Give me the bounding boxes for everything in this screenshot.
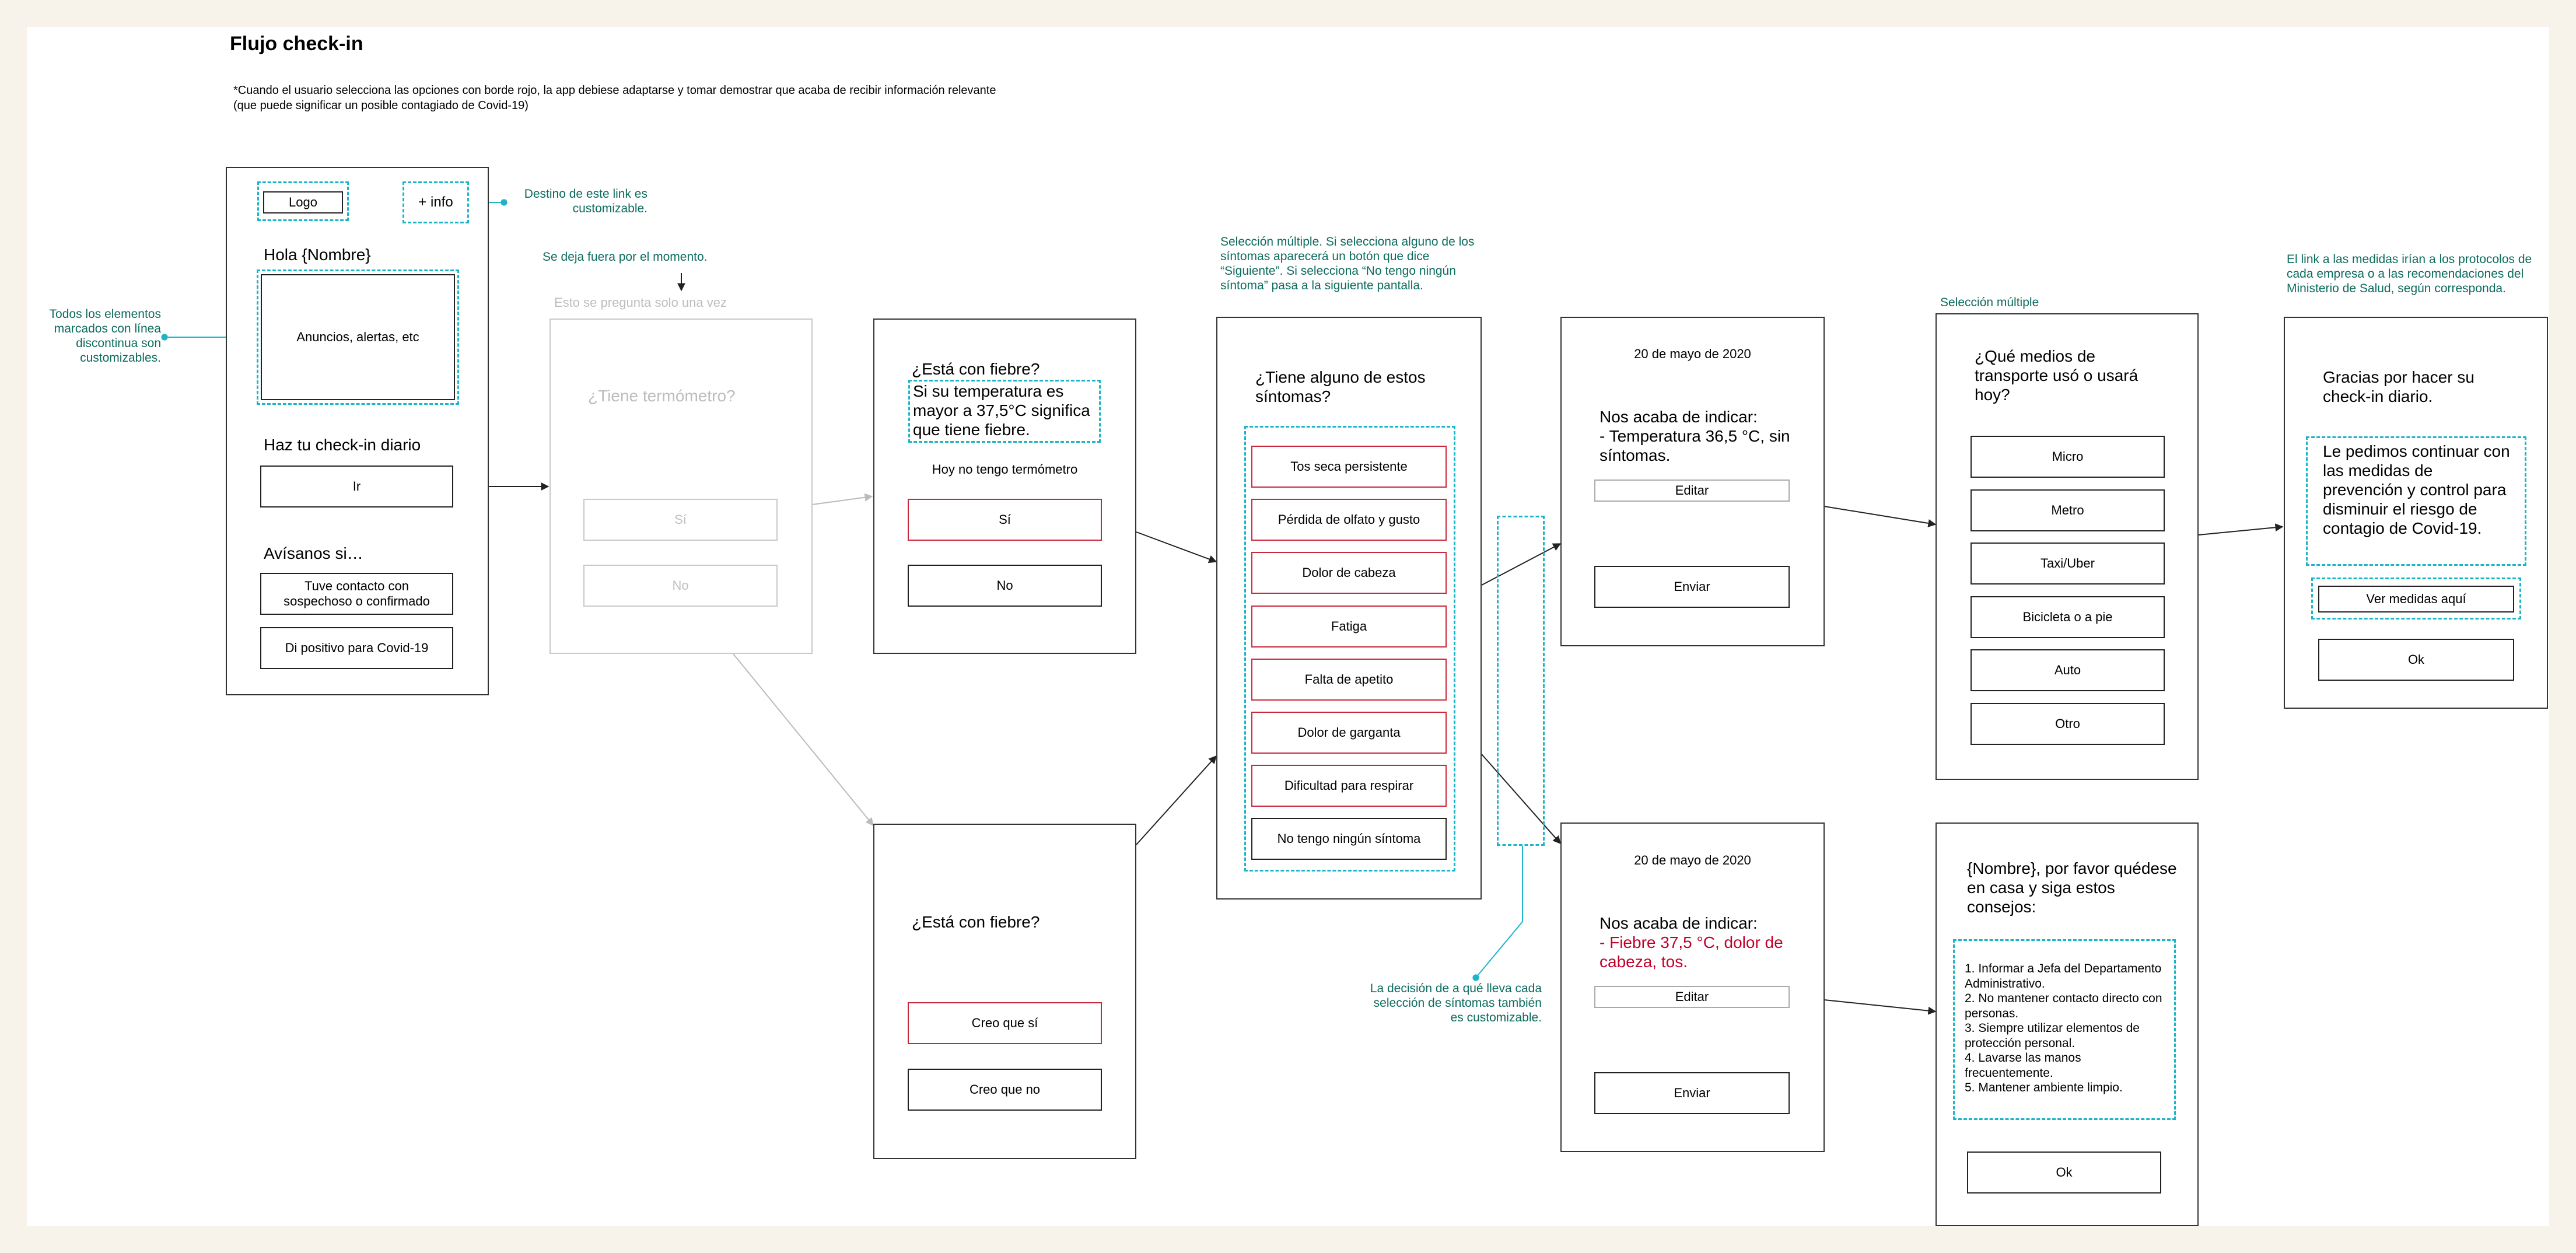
fever-hint: Si su temperatura es mayor a 37,5°C significa que tiene fiebre.	[913, 382, 1090, 439]
note-multi-select-symptoms: Selección múltiple. Si selecciona alguno de los síntomas aparecerá un botón que dice “Siguiente”. Si selecciona “No tengo ningún síntoma” pasa a la siguiente pantalla.	[1220, 235, 1475, 292]
fever-question: ¿Está con fiebre?	[912, 360, 1040, 378]
symptom-option[interactable]: Falta de apetito	[1251, 659, 1447, 701]
transport-option[interactable]: Metro	[1971, 489, 2165, 531]
summary-alert-edit-button[interactable]: Editar	[1594, 986, 1790, 1008]
transport-option[interactable]: Bicicleta o a pie	[1971, 596, 2165, 638]
stay-home-message: {Nombre}, por favor quédese en casa y siga estos consejos:	[1967, 859, 2177, 916]
think-yes-button[interactable]: Creo que sí	[908, 1002, 1102, 1044]
fever-no-button[interactable]: No	[908, 565, 1102, 607]
symptoms-question: ¿Tiene alguno de estos síntomas?	[1255, 368, 1426, 405]
thermometer-yes-button[interactable]: Sí	[583, 499, 778, 541]
summary-alert-intro: Nos acaba de indicar:	[1600, 914, 1758, 932]
think-no-button[interactable]: Creo que no	[908, 1069, 1102, 1111]
stay-home-ok-button[interactable]: Ok	[1967, 1152, 2161, 1194]
announcements-panel: Anuncios, alertas, etc	[261, 274, 455, 400]
summary-ok-date: 20 de mayo de 2020	[1634, 346, 1751, 361]
note-link-measures: El link a las medidas irían a los protocolos de cada empresa o a las recomendaciones del Ministerio de Salud, según corresponda.	[2287, 253, 2532, 295]
no-symptoms-button[interactable]: No tengo ningún síntoma	[1251, 818, 1447, 860]
thanks-message: Gracias por hacer su check-in diario.	[2323, 368, 2474, 405]
thanks-ok-button[interactable]: Ok	[2318, 639, 2514, 681]
greeting: Hola {Nombre}	[264, 246, 371, 264]
thermometer-question: ¿Tiene termómetro?	[588, 387, 736, 405]
arrow-fever-to-symptoms	[1136, 532, 1216, 562]
summary-alert-send-button[interactable]: Enviar	[1594, 1072, 1790, 1114]
note-decision-custom: La decisión de a qué lleva cada selección de síntomas también es customizable.	[1370, 982, 1542, 1024]
connector-decision-b	[1476, 922, 1522, 978]
go-button[interactable]: Ir	[260, 466, 453, 508]
symptom-option[interactable]: Fatiga	[1251, 606, 1447, 648]
symptom-option[interactable]: Pérdida de olfato y gusto	[1251, 499, 1447, 541]
symptom-option[interactable]: Dolor de garganta	[1251, 712, 1447, 754]
summary-ok-intro: Nos acaba de indicar:	[1600, 408, 1758, 426]
arrow-transport-to-thanks	[2199, 527, 2283, 535]
notify-heading: Avísanos si…	[264, 544, 363, 562]
intro-note: *Cuando el usuario selecciona las opciones con borde rojo, la app debiese adaptarse y tomar demostrar que acaba de recibir información relevante (que puede significar un posible contagiado de Covid-19)	[233, 84, 996, 112]
transport-question: ¿Qué medios de transporte usó o usará hoy?	[1975, 347, 2138, 404]
fever-yes-button[interactable]: Sí	[908, 499, 1102, 541]
summary-alert-detail: - Fiebre 37,5 °C, dolor de cabeza, tos.	[1600, 933, 1783, 971]
positive-button[interactable]: Di positivo para Covid-19	[260, 627, 453, 669]
transport-option[interactable]: Micro	[1971, 436, 2165, 478]
summary-alert-date: 20 de mayo de 2020	[1634, 853, 1751, 867]
symptom-option[interactable]: Dolor de cabeza	[1251, 552, 1447, 594]
no-thermometer-link[interactable]: Hoy no tengo termómetro	[932, 462, 1078, 477]
arrow-summary-to-transport	[1824, 506, 1936, 524]
summary-ok-detail: - Temperatura 36,5 °C, sin síntomas.	[1600, 427, 1790, 464]
note-multi-select-transport: Selección múltiple	[1940, 296, 2039, 309]
summary-ok-edit-button[interactable]: Editar	[1594, 480, 1790, 502]
transport-option[interactable]: Taxi/Uber	[1971, 542, 2165, 584]
fever-guess-question: ¿Está con fiebre?	[912, 913, 1040, 931]
stay-home-tips: 1. Informar a Jefa del Departamento Administrativo. 2. No mantener contacto directo con personas. 3. Siempre utilizar elementos de protección personal. 4. Lavarse las manos frecuentemente. 5. Mantener ambiente limpio.	[1965, 962, 2162, 1094]
symptom-option[interactable]: Dificultad para respirar	[1251, 765, 1447, 807]
logo: Logo	[263, 191, 343, 214]
contact-button[interactable]: Tuve contacto con sospechoso o confirmado	[260, 573, 453, 615]
transport-option[interactable]: Otro	[1971, 703, 2165, 745]
thermometer-no-button[interactable]: No	[583, 565, 778, 607]
more-info-link[interactable]: + info	[418, 194, 453, 210]
arrow-alert-to-stay-home	[1824, 1000, 1936, 1012]
arrow-fever2-to-symptoms	[1136, 756, 1216, 845]
transport-option[interactable]: Auto	[1971, 649, 2165, 691]
note-dashed-elements: Todos los elementos marcados con línea discontinua son customizables.	[49, 307, 161, 365]
decision-dashed-box	[1497, 516, 1545, 846]
note-link-destination: Destino de este link es customizable.	[524, 187, 648, 215]
symptom-option[interactable]: Tos seca persistente	[1251, 446, 1447, 488]
note-left-out: Se deja fuera por el momento.	[542, 250, 708, 264]
thanks-advice: Le pedimos continuar con las medidas de prevención y control para disminuir el riesgo de contagio de Covid-19.	[2323, 442, 2510, 537]
ask-once-note: Esto se pregunta solo una vez	[554, 295, 727, 310]
summary-ok-send-button[interactable]: Enviar	[1594, 566, 1790, 608]
measures-link-button[interactable]: Ver medidas aquí	[2318, 586, 2514, 612]
page-title: Flujo check-in	[230, 33, 363, 55]
checkin-heading: Haz tu check-in diario	[264, 436, 421, 454]
